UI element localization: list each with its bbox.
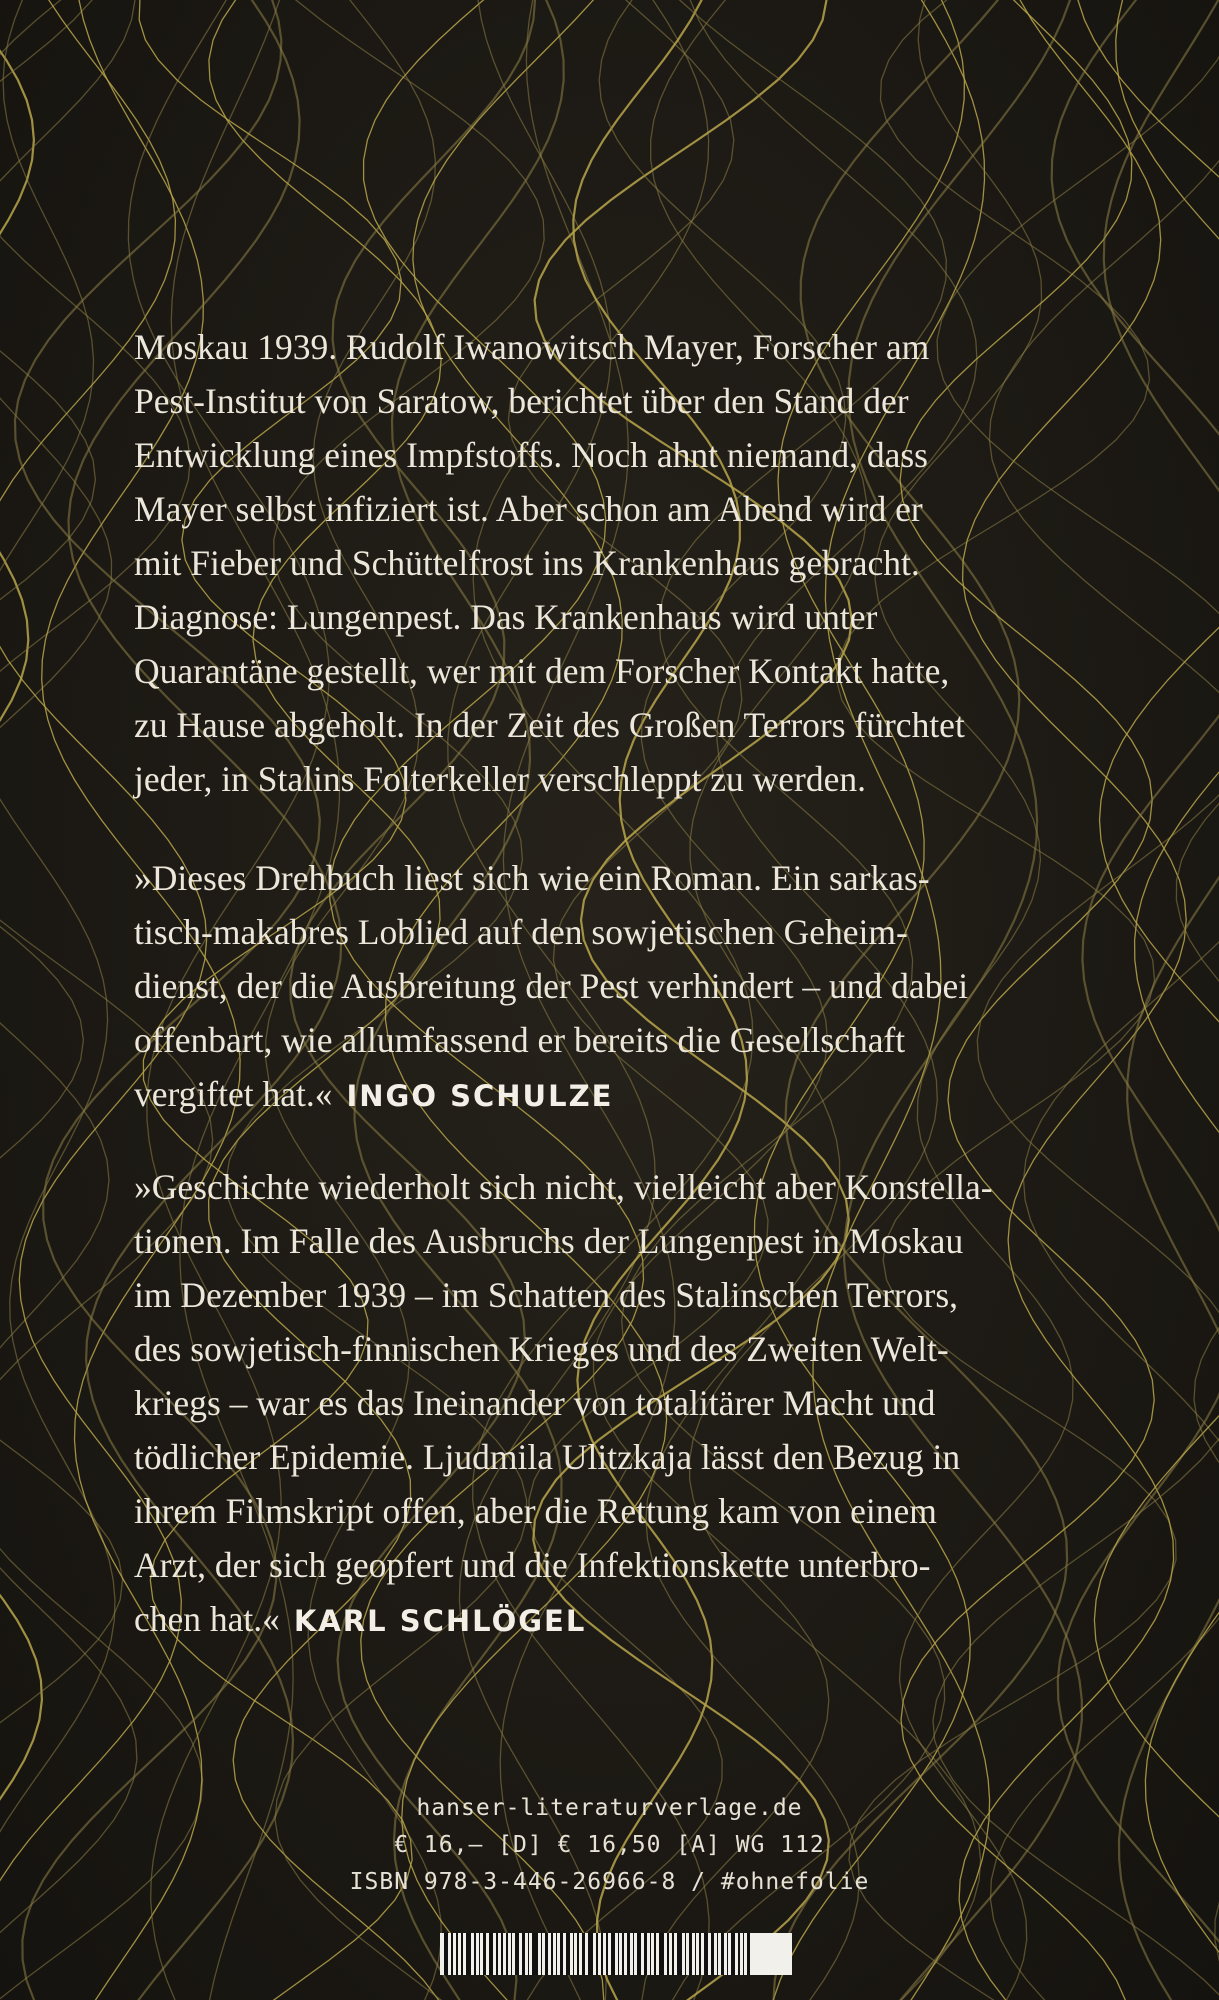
barcode-bar (489, 1933, 493, 1975)
quote-line: ihrem Filmskript offen, aber die Rettung kam von einem (134, 1491, 937, 1531)
barcode-bar (743, 1933, 744, 1975)
barcode-bar (528, 1933, 529, 1975)
quote-line: tisch-makabres Loblied auf den sowjetischen Geheim- (134, 912, 908, 952)
barcode-bar (695, 1933, 696, 1975)
wave-line (0, 0, 123, 2000)
description-line: mit Fieber und Schüttelfrost ins Krankenhaus gebracht. (134, 543, 920, 583)
barcode-bar (637, 1933, 641, 1975)
barcode-bar (659, 1933, 665, 1975)
book-description (134, 320, 1094, 806)
quote-author: KARL SCHLÖGEL (293, 1604, 587, 1638)
barcode-bar (573, 1933, 574, 1975)
description-line: Pest-Institut von Saratow, berichtet über den Stand der (134, 381, 909, 421)
barcode-bar (633, 1933, 634, 1975)
barcode-bar (501, 1933, 504, 1975)
quote-author: INGO SCHULZE (346, 1079, 614, 1113)
description-line: Diagnose: Lungenpest. Das Krankenhaus wird unter (134, 597, 878, 637)
quote-closing-text: vergiftet hat.« (134, 1074, 333, 1114)
barcode-bar (511, 1933, 512, 1975)
barcode-bar (483, 1933, 486, 1975)
barcode-bar (560, 1933, 563, 1975)
barcode-bar (451, 1933, 452, 1975)
barcode-bar (727, 1933, 728, 1975)
barcode-bar (622, 1933, 623, 1975)
barcode-bar (650, 1933, 651, 1975)
barcode-bar (582, 1933, 585, 1975)
quote-line: tionen. Im Falle des Ausbruchs der Lungenpest in Moskau (134, 1221, 964, 1261)
publisher-website: hanser-literaturverlage.de (416, 1795, 803, 1821)
quote-line-last (134, 1592, 1094, 1648)
quote-line: dienst, der die Ausbreitung der Pest verhindert – und dabei (134, 966, 969, 1006)
barcode-bar (601, 1933, 604, 1975)
barcode-bar (545, 1933, 548, 1975)
barcode-bar (704, 1933, 708, 1975)
quote-line-last (134, 1067, 1094, 1123)
barcode-bar (611, 1933, 615, 1975)
barcode-bar (479, 1933, 480, 1975)
price-info: € 16,– [D] € 16,50 [A] WG 112 (394, 1832, 825, 1858)
barcode-bar (689, 1933, 692, 1975)
barcode-bar (685, 1933, 686, 1975)
review-quote-schloegel (134, 1160, 1094, 1648)
quote-line: Arzt, der sich geopfert und die Infektionskette unterbro- (134, 1545, 931, 1585)
barcode-bar (618, 1933, 619, 1975)
barcode-bar (606, 1933, 607, 1975)
barcode-bar (506, 1933, 507, 1975)
review-quote-schulze (134, 851, 1094, 1123)
barcode-bar (596, 1933, 597, 1975)
description-line: Mayer selbst infiziert ist. Aber schon am Abend wird er (134, 489, 923, 529)
description-line: zu Hause abgeholt. In der Zeit des Großen Terrors fürchtet (134, 705, 965, 745)
description-line: Quarantäne gestellt, wer mit dem Forscher Kontakt hatte, (134, 651, 950, 691)
barcode-bar (532, 1933, 538, 1975)
quote-line: offenbart, wie allumfassend er bereits die Gesellschaft (134, 1020, 906, 1060)
barcode-bar (711, 1933, 714, 1975)
quote-line: im Dezember 1939 – im Schatten des Stalinschen Terrors, (134, 1275, 959, 1315)
barcode-bar (541, 1933, 542, 1975)
wave-line (1116, 0, 1219, 2000)
quote-line: kriegs – war es das Ineinander von totalitärer Macht und (134, 1383, 936, 1423)
description-line: Moskau 1939. Rudolf Iwanowitsch Mayer, Forscher am (134, 327, 930, 367)
quote-line: tödlicher Epidemie. Ljudmila Ulitzkaja lässt den Bezug in (134, 1437, 961, 1477)
barcode-bar (461, 1933, 462, 1975)
barcode-bar (717, 1933, 718, 1975)
barcode-bar (566, 1933, 570, 1975)
wave-line (0, 0, 42, 2000)
barcode-bar (474, 1933, 475, 1975)
publisher-footer (0, 1790, 1219, 1901)
barcode-bar (738, 1933, 739, 1975)
barcode-bar (667, 1933, 668, 1975)
barcode-bar (588, 1933, 594, 1975)
barcode-bar (677, 1933, 681, 1975)
barcode-bar (444, 1933, 448, 1975)
quote-line: »Geschichte wiederholt sich nicht, vielleicht aber Konstella- (134, 1167, 993, 1207)
barcode-bar (644, 1933, 647, 1975)
barcode-bar (515, 1933, 519, 1975)
quote-line: des sowjetisch-finnischen Krieges und des Zweiten Welt- (134, 1329, 949, 1369)
wave-line (0, 0, 115, 2000)
barcode-bar (699, 1933, 700, 1975)
barcode-bar (672, 1933, 675, 1975)
wave-line (1176, 0, 1219, 2000)
description-line: jeder, in Stalins Folterkeller verschleppt zu werden. (134, 759, 867, 799)
barcode-bar (456, 1933, 459, 1975)
barcode-bar (556, 1933, 557, 1975)
barcode-bar (627, 1933, 630, 1975)
barcode-bar (522, 1933, 525, 1975)
barcode-bar (496, 1933, 497, 1975)
isbn-info: ISBN 978-3-446-26966-8 / #ohnefolie (349, 1869, 870, 1895)
barcode-bar (747, 1933, 750, 1975)
quote-line: »Dieses Drehbuch liest sich wie ein Roman. Ein sarkas- (134, 858, 930, 898)
description-line: Entwicklung eines Impfstoffs. Noch ahnt niemand, dass (134, 435, 929, 475)
wave-line (1104, 0, 1219, 2000)
barcode-bar (721, 1933, 724, 1975)
barcode (440, 1933, 792, 1975)
barcode-bar (731, 1933, 735, 1975)
barcode-bar (577, 1933, 578, 1975)
barcode-bar (654, 1933, 655, 1975)
barcode-bar (551, 1933, 552, 1975)
barcode-bar (466, 1933, 472, 1975)
quote-closing-text: chen hat.« (134, 1599, 280, 1639)
